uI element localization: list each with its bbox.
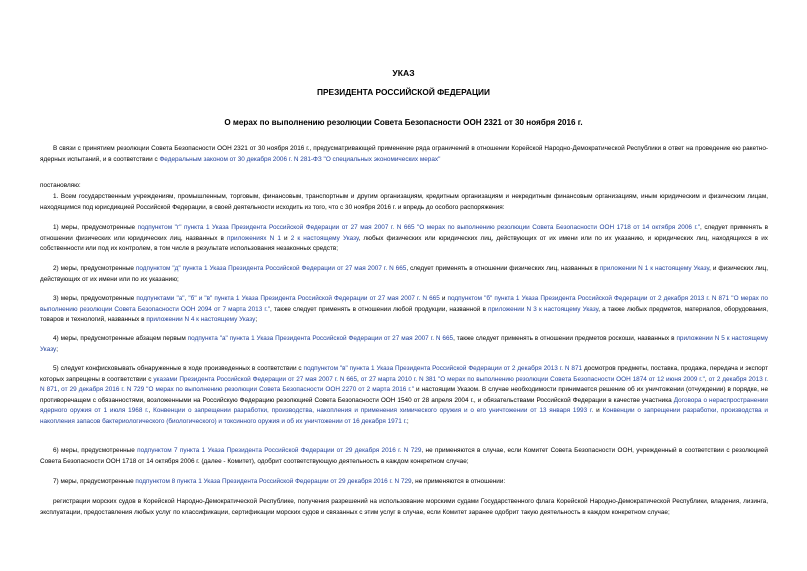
- link-biological-weapons-convention[interactable]: Конвенции о запрещении разработки, производства и накопления запасов бактериологического (биологического) и токсинного оружия и об их уничтожении от 16 декабря 1971 г.: [40, 407, 768, 425]
- subparagraph-2: 2) меры, предусмотренные подпунктом "д" пункта 1 Указа Президента Российской Федерации от 27 мая 2007 г. N 665, следует применять в отношении физических лиц, названных в приложении N 1 к настоящему Указу, и физических лиц, действующих от их имени или по их указанию;: [40, 265, 768, 283]
- link-federal-law-281[interactable]: Федеральным законом от 30 декабря 2006 г. N 281-ФЗ "О специальных экономических мерах": [159, 155, 441, 163]
- link-appendix-1-b[interactable]: приложении N 1 к настоящему Указу: [599, 265, 710, 272]
- subparagraph-6: 6) меры, предусмотренные подпунктом 7 пункта 1 Указа Президента Российской Федерации от 29 декабря 2016 г. N 729, не применяются в случае, если Комитет Совета Безопасности ООН, учрежденный в соответствии с резолюцией Совета Безопасности ООН 1718 от 14 октября 2006 г. (далее - Комитет), одобрит соответствующую деятельность в каждом конкретном случае;: [40, 447, 768, 465]
- link-appendix-2[interactable]: 2 к настоящему Указу: [290, 234, 359, 242]
- link-decree-665-a[interactable]: подпункта "а" пункта 1 Указа Президента Российской Федерации от 27 мая 2007 г. N 665: [187, 335, 454, 342]
- link-decree-871[interactable]: от 2 декабря 2013 г. N 871: [40, 375, 768, 393]
- paragraph-1: 1. Всем государственным учреждениям, промышленным, торговым, финансовым, транспортным и другим организациям, кредитным организациям и некредитным финансовым организациям, иным юридическим и физическим лицам, находящимся под юрисдикцией Российской Федерации, в своей деятельности исходить из того, что с 30 ноября 2016 г. и впредь до особого распоряжения:: [40, 193, 768, 211]
- link-decree-729[interactable]: от 29 декабря 2016 г. N 729 "О мерах по выполнению резолюции Совета Безопасности ООН 2270 от 2 марта 2016 г.": [61, 386, 414, 393]
- subparagraph-4: 4) меры, предусмотренные абзацем первым подпункта "а" пункта 1 Указа Президента Российской Федерации от 27 мая 2007 г. N 665, также следует применять в отношении предметов роскоши, названных в приложении N 5 к настоящему Указу;: [40, 335, 769, 353]
- link-decree-381[interactable]: от 27 марта 2010 г. N 381 "О мерах по выполнению резолюции Совета Безопасности ООН 1874 от 12 июня 2009 г.": [360, 375, 705, 383]
- link-decree-665-abv[interactable]: подпунктами "а", "б" и "в" пункта 1 Указа Президента Российской Федерации от 27 мая 2007 г. N 665: [136, 295, 440, 302]
- link-decree-665-g[interactable]: подпунктом "г" пункта 1 Указа Президента Российской Федерации от 27 мая 2007 г. N 665 "О мерах по выполнению резолюции Совета Безопасности ООН 1718 от 14 октября 2006 г.": [137, 224, 701, 231]
- document-type: УКАЗ: [392, 68, 415, 78]
- link-decree-871-v[interactable]: подпунктом "в" пункта 1 Указа Президента Российской Федерации от 2 декабря 2013 г. N 871: [303, 365, 583, 372]
- document-issuer: ПРЕЗИДЕНТА РОССИЙСКОЙ ФЕДЕРАЦИИ: [317, 87, 490, 97]
- link-decree-665[interactable]: указами Президента Российской Федерации от 27 мая 2007 г. N 665: [153, 375, 358, 383]
- link-decree-729-7[interactable]: подпунктом 7 пункта 1 Указа Президента Российской Федерации от 29 декабря 2016 г. N 729: [137, 447, 422, 454]
- link-npt-treaty[interactable]: Договора о нераспространении ядерного оружия от 1 июля 1968 г.: [40, 396, 768, 414]
- link-appendix-1[interactable]: приложениях N 1: [227, 234, 281, 242]
- subparagraph-5: 5) следует конфисковывать обнаруженные в ходе произведенных в соответствии с подпунктом "в" пункта 1 Указа Президента Российской Федерации от 2 декабря 2013 г. N 871 досмотров предметы, поставка, продажа, передача и экспорт которых запрещены в соответствии с указами Президента Российской Федерации от 27 мая 2007 г. N 665, от 27 марта 2010 г. N 381 "О мерах по выполнению резолюции Совета Безопасности ООН 1874 от 12 июня 2009 г.", от 2 декабря 2013 г. N 871, от 29 декабря 2016 г. N 729 "О мерах по выполнению резолюции Совета Безопасности ООН 2270 от 2 марта 2016 г." и настоящим Указом. В случае необходимости принимается решение об их уничтожении (отчуждении) в порядке, не противоречащем с обязанностями, возложенными на Российскую Федерацию резолюцией Совета Безопасности ООН 1540 от 28 апреля 2004 г., и обязательствами Российской Федерации в качестве участника Договора о нераспространении ядерного оружия от 1 июля 1968 г., Конвенции о запрещении разработки, производства, накопления и применения химического оружия и о его уничтожении от 13 января 1993 г. и Конвенции о запрещении разработки, производства и накопления запасов бактериологического (биологического) и токсинного оружия и об их уничтожении от 16 декабря 1971 г.;: [40, 365, 769, 425]
- subparagraph-7-item: регистрации морских судов в Корейской Народно-Демократической Республике, получения разрешений на использование морскими судами Государственного флага Корейской Народно-Демократической Республики, владения, лизинга, эксплуатации, предоставления любых услуг по классификации, сертификации морских судов и связанных с этим услуг в случае, если Комитет заранее одобрит такую деятельность в каждом конкретном случае;: [40, 498, 768, 516]
- link-appendix-4[interactable]: приложении N 4 к настоящему Указу: [146, 316, 256, 323]
- link-decree-871-b[interactable]: подпунктом "б" пункта 1 Указа Президента Российской Федерации от 2 декабря 2013 г. N 871 "О мерах по выполнению резолюции Совета Безопасности ООН 2094 от 7 марта 2013 г.": [40, 295, 768, 313]
- link-chemical-weapons-convention[interactable]: Конвенции о запрещении разработки, производства, накопления и применения химического оружия и о его уничтожении от 13 января 1993 г.: [153, 407, 594, 414]
- link-decree-665-d[interactable]: подпунктом "д" пункта 1 Указа Президента Российской Федерации от 27 мая 2007 г. N 665: [135, 265, 407, 272]
- subparagraph-1: 1) меры, предусмотренные подпунктом "г" пункта 1 Указа Президента Российской Федерации от 27 мая 2007 г. N 665 "О мерах по выполнению резолюции Совета Безопасности ООН 1718 от 14 октября 2006 г.", следует применять в отношении физических или юридических лиц, названных в приложениях N 1 и 2 к настоящему Указу, любых физических или юридических лиц, действующих от их имени или по их указанию, и юридических лиц, находящихся в их собственности или под их контролем, в том числе в результате использования незаконных средств;: [40, 224, 768, 252]
- decree-word: постановляю:: [40, 182, 81, 189]
- subparagraph-7: 7) меры, предусмотренные подпунктом 8 пункта 1 Указа Президента Российской Федерации от 29 декабря 2016 г. N 729, не применяются в отношении:: [53, 478, 506, 485]
- document-subject: О мерах по выполнению резолюции Совета Безопасности ООН 2321 от 30 ноября 2016 г.: [224, 118, 583, 127]
- link-appendix-5[interactable]: приложении N 5 к настоящему Указу: [40, 335, 769, 353]
- link-appendix-3[interactable]: приложении N 3 к настоящему Указу: [488, 305, 599, 313]
- subparagraph-3: 3) меры, предусмотренные подпунктами "а", "б" и "в" пункта 1 Указа Президента Российской Федерации от 27 мая 2007 г. N 665 и подпунктом "б" пункта 1 Указа Президента Российской Федерации от 2 декабря 2013 г. N 871 "О мерах по выполнению резолюции Совета Безопасности ООН 2094 от 7 марта 2013 г.", также следует применять в отношении любой продукции, названной в приложении N 3 к настоящему Указу, а также любых предметов, материалов, оборудования, товаров и технологий, названных в приложении N 4 к настоящему Указу;: [40, 295, 768, 323]
- intro-paragraph: В связи с принятием резолюции Совета Безопасности ООН 2321 от 30 ноября 2016 г., предусматривающей применение ряда ограничений в отношении Корейской Народно-Демократической Республики в ответ на проведение ею ракетно-ядерных испытаний, и в соответствии с Федеральным законом от 30 декабря 2006 г. N 281-ФЗ "О специальных экономических мерах": [40, 145, 768, 163]
- link-decree-729-8[interactable]: подпунктом 8 пункта 1 Указа Президента Российской Федерации от 29 декабря 2016 г. N 729: [135, 478, 412, 485]
